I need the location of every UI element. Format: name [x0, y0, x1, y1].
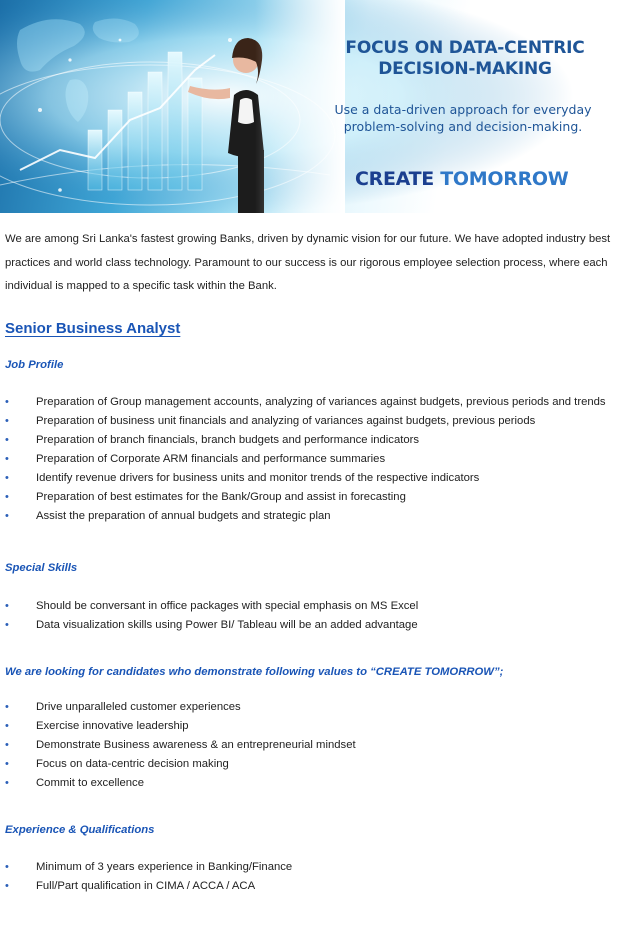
- list-item-text: Data visualization skills using Power BI/ Tableau will be an added advantage: [36, 619, 418, 631]
- tagline-create: CREATE: [355, 168, 434, 190]
- banner-headline-line2: DECISION-MAKING: [378, 59, 552, 79]
- list-item-text: Minimum of 3 years experience in Banking/Finance: [36, 861, 293, 873]
- bullet-icon: •: [5, 415, 9, 427]
- list-item: [0, 471, 637, 485]
- list-item-text: Commit to excellence: [36, 777, 144, 789]
- values-list: [0, 700, 637, 795]
- list-item-text: Preparation of best estimates for the Bank/Group and assist in forecasting: [36, 491, 406, 503]
- banner-headline-line1: FOCUS ON DATA-CENTRIC: [345, 38, 585, 58]
- list-item: [0, 738, 637, 752]
- list-item-text: Full/Part qualification in CIMA / ACCA / ACA: [36, 880, 256, 892]
- bullet-icon: •: [5, 396, 9, 408]
- bullet-icon: •: [5, 777, 9, 789]
- bullet-icon: •: [5, 453, 9, 465]
- bullet-icon: •: [5, 861, 9, 873]
- list-item-text: Identify revenue drivers for business units and monitor trends of the respective indicators: [36, 472, 480, 484]
- bullet-icon: •: [5, 758, 9, 770]
- banner-tagline: [355, 168, 585, 190]
- banner-headline: [330, 38, 600, 80]
- banner-subtitle-line1: Use a data-driven approach for everyday: [334, 102, 592, 117]
- bullet-icon: •: [5, 600, 9, 612]
- tagline-tomorrow: TOMORROW: [440, 168, 569, 190]
- bullet-icon: •: [5, 880, 9, 892]
- list-item: [0, 599, 637, 613]
- job-title: Senior Business Analyst: [5, 320, 181, 337]
- bullet-icon: •: [5, 491, 9, 503]
- list-item-text: Drive unparalleled customer experiences: [36, 701, 241, 713]
- bullet-icon: •: [5, 701, 9, 713]
- list-item-text: Exercise innovative leadership: [36, 720, 189, 732]
- list-item-text: Preparation of Corporate ARM financials and performance summaries: [36, 453, 386, 465]
- bullet-icon: •: [5, 739, 9, 751]
- list-item: [0, 719, 637, 733]
- special-skills-list: [0, 599, 637, 637]
- list-item: [0, 757, 637, 771]
- list-item: [0, 433, 637, 447]
- hero-banner: [0, 0, 637, 213]
- list-item: [0, 452, 637, 466]
- list-item-text: Preparation of branch financials, branch budgets and performance indicators: [36, 434, 420, 446]
- job-profile-heading: Job Profile: [5, 359, 64, 371]
- list-item: [0, 618, 637, 632]
- list-item-text: Demonstrate Business awareness & an entrepreneurial mindset: [36, 739, 356, 751]
- bullet-icon: •: [5, 510, 9, 522]
- bullet-icon: •: [5, 720, 9, 732]
- list-item: [0, 490, 637, 504]
- list-item-text: Preparation of business unit financials and analyzing of variances against budgets, previous periods: [36, 415, 536, 427]
- intro-paragraph: We are among Sri Lanka's fastest growing Banks, driven by dynamic vision for our future. We have adopted industry best practices and world class technology. Paramount to our success is our rigorous employee selection process, where each individual is mapped to a specific task within the Bank.: [5, 233, 611, 292]
- bullet-icon: •: [5, 619, 9, 631]
- experience-list: [0, 860, 637, 898]
- list-item: [0, 395, 637, 409]
- list-item: [0, 700, 637, 714]
- job-profile-list: [0, 395, 637, 528]
- special-skills-heading: Special Skills: [5, 562, 78, 574]
- list-item: [0, 509, 637, 523]
- bullet-icon: •: [5, 434, 9, 446]
- list-item: [0, 414, 637, 428]
- list-item-text: Preparation of Group management accounts, analyzing of variances against budgets, previous periods and trends: [36, 396, 606, 408]
- list-item: [0, 776, 637, 790]
- banner-subtitle-line2: problem-solving and decision-making.: [343, 119, 583, 134]
- values-heading: We are looking for candidates who demonstrate following values to “CREATE TOMORROW”;: [5, 666, 504, 678]
- list-item: [0, 879, 637, 893]
- list-item-text: Should be conversant in office packages with special emphasis on MS Excel: [36, 600, 419, 612]
- experience-heading: Experience & Qualifications: [5, 824, 155, 836]
- list-item-text: Assist the preparation of annual budgets and strategic plan: [36, 510, 331, 522]
- bullet-icon: •: [5, 472, 9, 484]
- list-item-text: Focus on data-centric decision making: [36, 758, 229, 770]
- list-item: [0, 860, 637, 874]
- banner-subtitle: [322, 101, 604, 135]
